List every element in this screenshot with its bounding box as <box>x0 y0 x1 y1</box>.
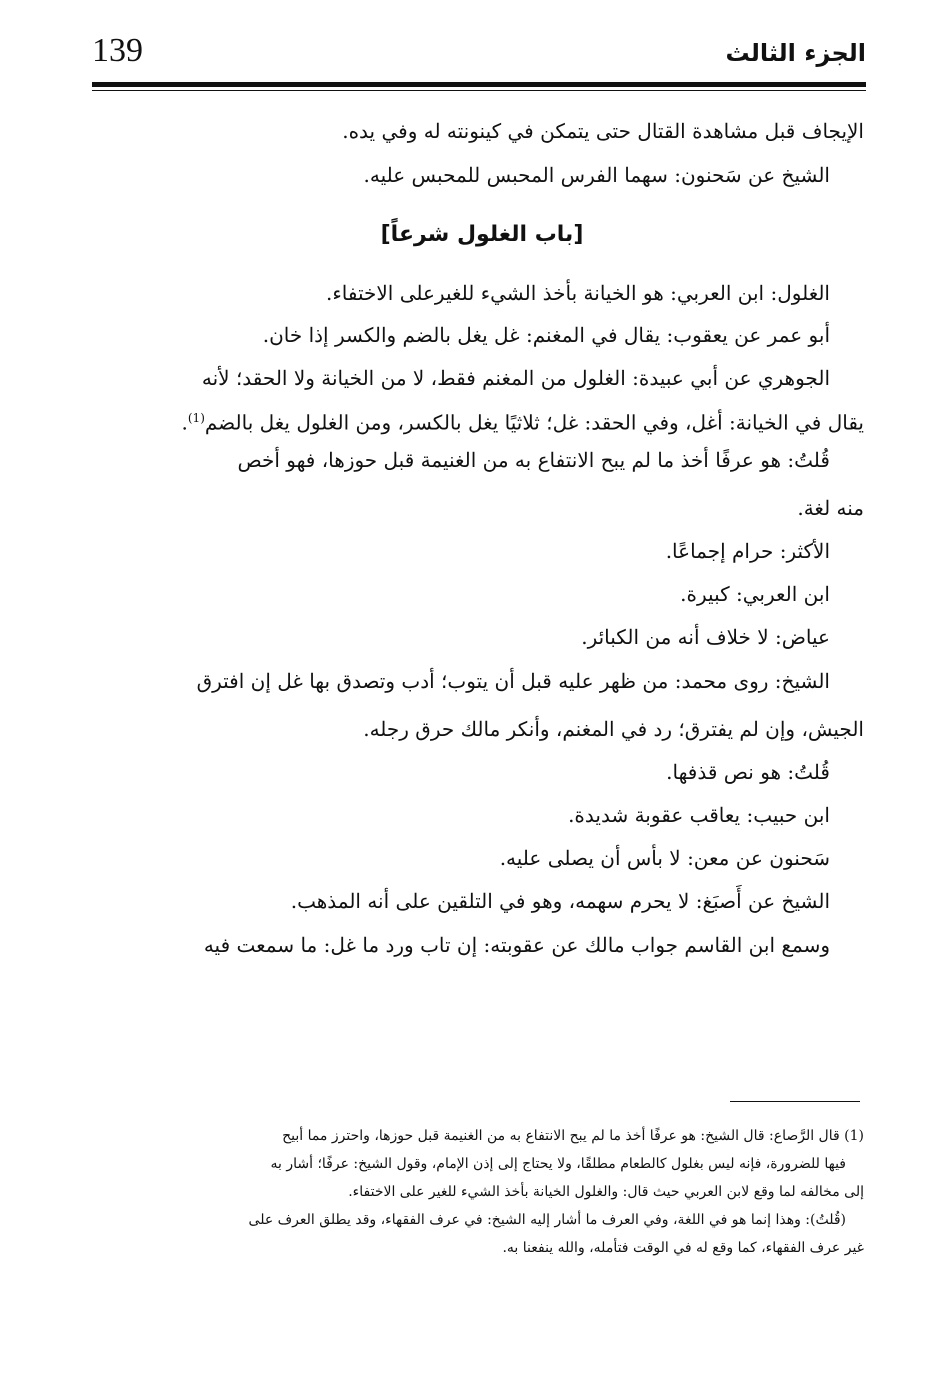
footnote-separator <box>730 1101 860 1102</box>
footnote-line: غير عرف الفقهاء، كما وقع له في الوقت فتأمله، والله ينفعنا به. <box>502 1240 864 1256</box>
page-number: 139 <box>92 32 143 69</box>
paragraph: ابن حبيب: يعاقب عقوبة شديدة. <box>568 803 830 827</box>
paragraph-line: منه لغة. <box>797 496 864 520</box>
paragraph-line: الجوهري عن أبي عبيدة: الغلول من المغنم فقط، لا من الخيانة ولا الحقد؛ لأنه <box>201 366 830 390</box>
footnote-line: إلى مخالفه لما وقع لابن العربي حيث قال: والغلول الخيانة بأخذ الشيء للغير على الاختفاء. <box>348 1184 864 1200</box>
running-title: الجزء الثالث <box>725 39 866 67</box>
paragraph-line: الجيش، وإن لم يفترق؛ رد في المغنم، وأنكر مالك حرق رجله. <box>363 717 864 741</box>
paragraph-line: قُلتُ: هو عرفًا أخذ ما لم يبح الانتفاع به من الغنيمة قبل حوزها، فهو أخص <box>237 448 830 472</box>
footnote-marker: (1) <box>187 411 205 425</box>
footnote-line: (قُلتُ): وهذا إنما هو في اللغة، وفي العرف ما أشار إليه الشيخ: في عرف الفقهاء، وقد يطلق العرف على <box>248 1212 846 1228</box>
paragraph: الشيخ عن أَصبَغ: لا يحرم سهمه، وهو في التلقين على أنه المذهب. <box>290 889 830 913</box>
paragraph: أبو عمر عن يعقوب: يقال في المغنم: غل يغل بالضم والكسر إذا خان. <box>262 323 830 347</box>
paragraph: قُلتُ: هو نص قذفها. <box>666 760 830 784</box>
paragraph: عياض: لا خلاف أنه من الكبائر. <box>581 625 830 649</box>
footnote-line: فيها للضرورة، فإنه ليس بغلول كالطعام مطلقًا، ولا يحتاج إلى إذن الإمام، وقول الشيخ: عرفًا؛ أشار به <box>270 1156 846 1172</box>
paragraph: ابن العربي: كبيرة. <box>680 582 830 606</box>
paragraph-line: الشيخ: روى محمد: من ظهر عليه قبل أن يتوب؛ أدب وتصدق بها غل إن افترق <box>196 669 830 693</box>
chapter-title: [باب الغلول شرعاً] <box>380 222 584 247</box>
paragraph-text: يقال في الخيانة: أغل، وفي الحقد: غل؛ ثلاثيًا يغل بالكسر، ومن الغلول يغل بالضم <box>204 410 864 435</box>
paragraph-end: . <box>181 410 188 435</box>
paragraph: الشيخ عن سَحنون: سهما الفرس المحبس للمحبس عليه. <box>363 163 830 187</box>
paragraph: الإيجاف قبل مشاهدة القتال حتى يتمكن في كينونته له وفي يده. <box>342 119 864 143</box>
footnote-line: (1) قال الرَّصاع: قال الشيخ: هو عرفًا أخذ ما لم يبح الانتفاع به من الغنيمة قبل حوزها، واحترز مما أبيح <box>282 1128 864 1144</box>
paragraph: الأكثر: حرام إجماعًا. <box>665 539 830 563</box>
main-text <box>100 118 864 974</box>
paragraph: وسمع ابن القاسم جواب مالك عن عقوبته: إن تاب ورد ما غل: ما سمعت فيه <box>203 933 830 957</box>
header-rule-thin <box>92 90 866 91</box>
page-header <box>90 32 866 72</box>
footnotes <box>96 1122 864 1262</box>
paragraph: الغلول: ابن العربي: هو الخيانة بأخذ الشيء للغيرعلى الاختفاء. <box>326 281 830 305</box>
header-rule-thick <box>92 82 866 87</box>
paragraph-line <box>100 405 864 447</box>
paragraph: سَحنون عن معن: لا بأس أن يصلى عليه. <box>499 846 830 870</box>
